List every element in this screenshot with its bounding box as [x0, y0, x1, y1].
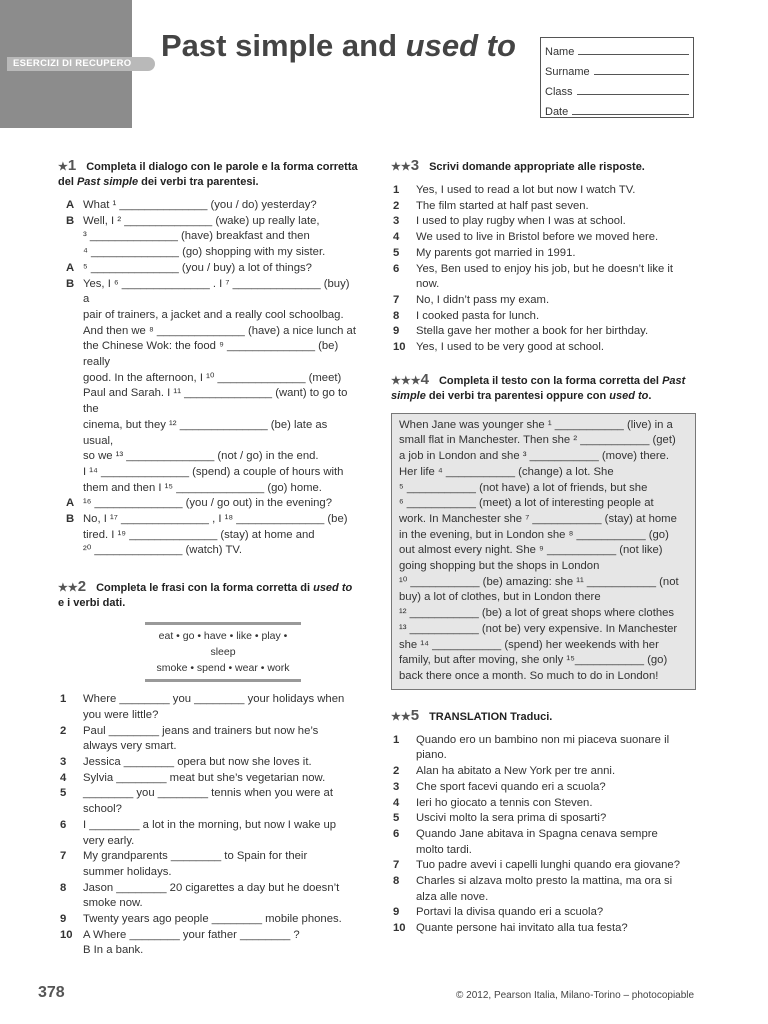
line-key: [58, 308, 83, 324]
exercise-line: [391, 293, 696, 309]
instruction-text: Completa il testo con la forma corretta del: [438, 374, 659, 387]
text-line: ¹² ___________ (be) a lot of great shops where clothes: [399, 607, 675, 620]
exercise-line: [58, 371, 358, 387]
exercise-line: [391, 309, 696, 325]
line-key: 10: [60, 928, 73, 941]
instruction-text: Scrivi domande appropriate alle risposte.: [429, 161, 645, 173]
line-key: [58, 339, 83, 370]
line-key: [58, 324, 83, 340]
line-text: ⁴ ______________ (go) shopping with my sister.: [83, 246, 326, 259]
line-key: [391, 890, 416, 906]
instruction-text: TRANSLATION Traduci.: [429, 710, 553, 723]
line-text: Tuo padre avevi i capelli lunghi quando era giovane?: [416, 859, 680, 872]
line-key: [58, 739, 83, 755]
text-line: out almost every night. She ⁹ ___________ (not like): [399, 544, 663, 557]
line-key: [58, 834, 83, 850]
line-key: 9: [393, 325, 400, 338]
exercise-line: [391, 748, 696, 764]
line-key: A: [66, 497, 75, 510]
exercise-2-sentences: [58, 692, 358, 959]
line-text: Sylvia ________ meat but she’s vegetarian now.: [83, 771, 326, 784]
exercise-line: [58, 198, 358, 214]
line-text: cinema, but they ¹² ______________ (be) late as usual,: [83, 418, 328, 447]
line-key: 4: [393, 796, 400, 809]
line-text: tired. I ¹⁹ ______________ (stay) at home and: [83, 528, 315, 541]
line-text: Alan ha abitato a New York per tre anni.: [416, 765, 616, 778]
line-key: 7: [393, 859, 400, 872]
line-text: Twenty years ago people ________ mobile phones.: [83, 913, 342, 926]
exercise-line: [391, 874, 696, 890]
student-info-box: [540, 37, 694, 118]
line-text: Jason ________ 20 cigarettes a day but he doesn’t: [83, 881, 340, 894]
exercise-line: [391, 230, 696, 246]
exercise-3-heading: [391, 158, 696, 175]
line-text: I used to play rugby when I was at school.: [416, 215, 626, 228]
line-text: I cooked pasta for lunch.: [416, 309, 540, 322]
name-field[interactable]: [541, 38, 693, 58]
text-line: going shopping but the shops in London: [399, 560, 600, 573]
name-label: Name: [545, 46, 575, 58]
line-text: school?: [83, 803, 122, 816]
line-text: ⁵ ______________ (you / buy) a lot of things?: [83, 261, 312, 274]
text-line: small flat in Manchester. Then she ² ___________ (get): [399, 434, 676, 447]
line-text: Paul and Sarah. I ¹¹ ______________ (want) to go to the: [83, 387, 348, 416]
line-key: [58, 802, 83, 818]
line-text: always very smart.: [83, 740, 177, 753]
exercise-line: [391, 764, 696, 780]
exercise-line: [58, 418, 358, 449]
exercise-line: [58, 308, 358, 324]
text-line: she ¹⁴ ___________ (spend) her weekends with her: [399, 638, 659, 651]
line-text: summer holidays.: [83, 865, 172, 878]
page-number: 378: [38, 984, 65, 1001]
line-text: Quante persone hai invitato alla tua festa?: [416, 922, 628, 935]
line-key: 1: [393, 184, 400, 196]
exercise-line: [391, 324, 696, 340]
instruction-italic: used to: [313, 582, 353, 595]
date-field[interactable]: [541, 98, 693, 118]
line-text: Che sport facevi quando eri a scuola?: [416, 780, 606, 793]
exercise-line: [58, 245, 358, 261]
line-key: 6: [393, 262, 400, 275]
exercise-line: [58, 496, 358, 512]
exercise-line: [58, 324, 358, 340]
line-key: [58, 865, 83, 881]
word-bank: [145, 622, 301, 682]
line-text: Stella gave her mother a book for her birthday.: [416, 325, 649, 338]
exercise-line: [391, 780, 696, 796]
line-text: Yes, I used to read a lot but now I watch TV.: [416, 184, 636, 196]
exercise-line: [391, 843, 696, 859]
text-line: ⁶ ___________ (meet) a lot of interesting people at: [399, 497, 654, 510]
text-line: buy) a lot of clothes, but in London there: [399, 591, 601, 604]
exercise-line: [391, 277, 696, 293]
line-key: 3: [393, 215, 400, 228]
line-text: My parents got married in 1991.: [416, 246, 576, 259]
text-line: back there once a month. So much to do in London!: [399, 669, 659, 682]
line-text: now.: [416, 278, 440, 291]
line-text: We used to live in Bristol before we moved here.: [416, 231, 659, 244]
instruction-italic: used to: [609, 389, 649, 402]
line-text: No, I didn’t pass my exam.: [416, 293, 550, 306]
line-text: alza alle nove.: [416, 890, 489, 903]
line-key: 2: [393, 765, 400, 778]
exercise-line: [58, 771, 358, 787]
exercise-line: [58, 465, 358, 481]
class-label: Class: [545, 86, 573, 98]
line-text: The film started at half past seven.: [416, 199, 589, 212]
exercise-line: [58, 724, 358, 740]
line-text: And then we ⁸ ______________ (have) a nice lunch at: [83, 324, 356, 337]
line-text: ²⁰ ______________ (watch) TV.: [83, 544, 243, 557]
date-label: Date: [545, 106, 569, 118]
exercise-number: 4: [420, 370, 429, 388]
word-bank-line: eat • go • have • like • play • sleep: [158, 630, 288, 659]
line-key: 1: [60, 693, 67, 706]
line-text: them and then I ¹⁵ ______________ (go) home.: [83, 481, 322, 494]
line-key: [391, 748, 416, 764]
line-key: 5: [393, 812, 400, 825]
exercise-line: [58, 928, 358, 944]
line-text: ³ ______________ (have) breakfast and then: [83, 230, 310, 243]
line-key: 2: [60, 724, 67, 737]
line-text: Portavi la divisa quando eri a scuola?: [416, 906, 604, 919]
exercise-5-heading: [391, 708, 696, 725]
line-key: 4: [393, 231, 400, 244]
line-key: 8: [393, 309, 400, 322]
exercise-line: [58, 261, 358, 277]
line-text: Uscivi molto la sera prima di sposarti?: [416, 812, 607, 825]
exercise-line: [58, 834, 358, 850]
left-column: [58, 158, 358, 959]
line-key: [58, 386, 83, 417]
line-key: [58, 449, 83, 465]
exercise-line: [391, 921, 696, 937]
line-text: What ¹ ______________ (you / do) yesterday?: [83, 199, 317, 211]
exercise-2-heading: [58, 579, 358, 611]
line-key: 3: [60, 755, 67, 768]
line-text: I ¹⁴ ______________ (spend) a couple of hours with: [83, 465, 344, 478]
text-line: When Jane was younger she ¹ ___________ (live) in a: [399, 418, 673, 431]
class-field[interactable]: [541, 78, 693, 98]
exercise-line: [58, 802, 358, 818]
line-key: [58, 896, 83, 912]
difficulty-stars: ★★★: [391, 374, 421, 387]
line-key: B: [66, 277, 75, 290]
line-key: 2: [393, 199, 400, 212]
exercise-1-heading: [58, 158, 358, 190]
surname-field[interactable]: [541, 58, 693, 78]
exercise-5-sentences: [391, 733, 696, 937]
line-key: [58, 943, 83, 959]
exercise-line: [58, 481, 358, 497]
instruction-italic: Past simple: [76, 176, 139, 188]
line-text: Yes, Ben used to enjoy his job, but he doesn’t like it: [416, 262, 674, 275]
exercise-line: [391, 905, 696, 921]
instruction-text: Completa il dialogo con le parole e la forma corretta del: [58, 161, 358, 188]
line-key: 7: [60, 850, 67, 863]
text-line: ⁵ ___________ (not have) a lot of friends, but she: [399, 481, 648, 494]
surname-label: Surname: [545, 66, 590, 78]
instruction-text: e i verbi dati.: [58, 597, 126, 610]
difficulty-stars: ★★: [58, 582, 78, 595]
copyright-notice: © 2012, Pearson Italia, Milano-Torino – photocopiable: [456, 990, 695, 1001]
line-text: A Where ________ your father ________ ?: [83, 928, 300, 941]
instruction-text: .: [648, 389, 652, 402]
exercise-line: [391, 183, 696, 199]
line-text: ¹⁶ ______________ (you / go out) in the evening?: [83, 497, 332, 510]
exercise-line: [391, 811, 696, 827]
exercise-1-dialogue: [58, 198, 358, 559]
exercise-4-text-box: [391, 413, 696, 690]
text-line: family, but after moving, she only ¹⁵___________ (go): [399, 654, 668, 667]
exercise-line: [58, 881, 358, 897]
exercise-4-heading: [391, 372, 696, 404]
exercise-3-answers: [391, 183, 696, 356]
line-text: Well, I ² ______________ (wake) up really late,: [83, 214, 320, 227]
exercise-line: [391, 890, 696, 906]
line-text: you were little?: [83, 708, 159, 721]
line-text: Jessica ________ opera but now she loves it.: [83, 755, 312, 768]
section-tag: ESERCIZI DI RECUPERO: [7, 57, 155, 71]
line-text: ________ you ________ tennis when you were at: [83, 787, 333, 800]
exercise-line: [58, 692, 358, 708]
line-key: [58, 481, 83, 497]
line-key: 6: [393, 827, 400, 840]
line-key: 8: [60, 881, 67, 894]
difficulty-stars: ★★: [391, 161, 411, 173]
line-text: good. In the afternoon, I ¹⁰ ______________ (meet): [83, 371, 342, 384]
exercise-line: [391, 733, 696, 749]
exercise-line: [58, 849, 358, 865]
line-key: [58, 229, 83, 245]
exercise-line: [58, 512, 358, 528]
exercise-line: [58, 339, 358, 370]
line-key: 9: [60, 913, 67, 926]
line-key: A: [66, 261, 75, 274]
exercise-line: [58, 449, 358, 465]
word-bank-line: smoke • spend • wear • work: [156, 662, 290, 675]
line-key: [58, 528, 83, 544]
exercise-line: [58, 739, 358, 755]
text-line: work. In Manchester she ⁷ ___________ (stay) at home: [399, 512, 677, 525]
line-key: 8: [393, 875, 400, 888]
line-key: A: [66, 199, 75, 211]
exercise-line: [58, 708, 358, 724]
line-text: B In a bank.: [83, 944, 144, 957]
difficulty-stars: ★★: [391, 710, 411, 723]
line-key: 9: [393, 906, 400, 919]
exercise-number: 1: [67, 157, 77, 174]
line-key: [58, 418, 83, 449]
instruction-text: dei verbi tra parentesi.: [141, 176, 259, 188]
exercise-line: [58, 786, 358, 802]
exercise-line: [391, 199, 696, 215]
exercise-number: 3: [410, 157, 420, 174]
title-plain: Past simple and: [161, 28, 398, 63]
line-text: molto tardi.: [416, 843, 472, 856]
exercise-line: [58, 277, 358, 308]
exercise-line: [58, 896, 358, 912]
exercise-line: [58, 386, 358, 417]
title-italic: used to: [405, 28, 516, 63]
exercise-line: [391, 214, 696, 230]
line-text: Ieri ho giocato a tennis con Steven.: [416, 796, 593, 809]
exercise-line: [58, 865, 358, 881]
exercise-line: [391, 246, 696, 262]
line-text: so we ¹³ ______________ (not / go) in the end.: [83, 450, 319, 463]
exercise-line: [391, 796, 696, 812]
page-title: [161, 28, 516, 64]
line-text: pair of trainers, a jacket and a really cool schoolbag.: [83, 308, 344, 321]
line-key: B: [66, 513, 75, 526]
line-text: Quando ero un bambino non mi piaceva suonare il: [416, 733, 670, 746]
line-key: 3: [393, 780, 400, 793]
exercise-line: [391, 858, 696, 874]
text-line: a job in London and she ³ ___________ (move) there.: [399, 450, 670, 463]
exercise-line: [58, 755, 358, 771]
right-column: [391, 158, 696, 937]
text-line: ¹³ ___________ (not be) very expensive. In Manchester: [399, 622, 678, 635]
instruction-text: dei verbi tra parentesi oppure con: [428, 389, 607, 402]
exercise-number: 5: [410, 706, 420, 724]
exercise-line: [58, 912, 358, 928]
line-key: [391, 843, 416, 859]
line-key: [58, 708, 83, 724]
exercise-line: [58, 818, 358, 834]
exercise-line: [58, 543, 358, 559]
line-key: [58, 543, 83, 559]
line-text: the Chinese Wok: the food ⁹ ______________ (be) really: [83, 340, 339, 369]
instruction-italic: Past simple: [391, 374, 686, 402]
line-text: No, I ¹⁷ ______________ , I ¹⁸ ______________ (be): [83, 513, 348, 526]
text-line: in the evening, but in London she ⁸ ___________ (go): [399, 528, 669, 541]
line-key: 7: [393, 293, 400, 306]
line-text: I ________ a lot in the morning, but now I wake up: [83, 818, 337, 831]
exercise-line: [391, 827, 696, 843]
line-key: 6: [60, 818, 67, 831]
line-key: [58, 371, 83, 387]
line-key: 5: [60, 787, 67, 800]
line-text: Yes, I ⁶ ______________ . I ⁷ ______________ (buy) a: [83, 277, 350, 306]
line-key: 4: [60, 771, 67, 784]
line-text: very early.: [83, 834, 135, 847]
difficulty-stars: ★: [58, 161, 68, 173]
exercise-line: [391, 340, 696, 356]
exercise-line: [58, 229, 358, 245]
line-text: Paul ________ jeans and trainers but now he’s: [83, 724, 319, 737]
instruction-text: Completa le frasi con la forma corretta di: [96, 582, 311, 595]
line-text: Quando Jane abitava in Spagna cenava sempre: [416, 827, 658, 840]
line-key: 10: [393, 341, 406, 354]
line-text: My grandparents ________ to Spain for their: [83, 850, 308, 863]
line-text: smoke now.: [83, 897, 143, 910]
line-text: Where ________ you ________ your holidays when: [83, 693, 345, 706]
line-key: 1: [393, 733, 400, 746]
exercise-line: [58, 943, 358, 959]
text-line: Her life ⁴ ___________ (change) a lot. She: [399, 465, 614, 478]
text-line: ¹⁰ ___________ (be) amazing: she ¹¹ ___________ (not: [399, 575, 679, 588]
exercise-line: [58, 214, 358, 230]
exercise-line: [58, 528, 358, 544]
line-key: 10: [393, 922, 406, 935]
line-text: Yes, I used to be very good at school.: [416, 341, 604, 354]
line-key: [58, 245, 83, 261]
line-text: Charles si alzava molto presto la mattina, ma ora si: [416, 875, 673, 888]
line-text: piano.: [416, 749, 447, 762]
line-key: [391, 277, 416, 293]
exercise-number: 2: [77, 578, 87, 596]
line-key: 5: [393, 246, 400, 259]
line-key: [58, 465, 83, 481]
exercise-line: [391, 262, 696, 278]
line-key: B: [66, 214, 75, 227]
